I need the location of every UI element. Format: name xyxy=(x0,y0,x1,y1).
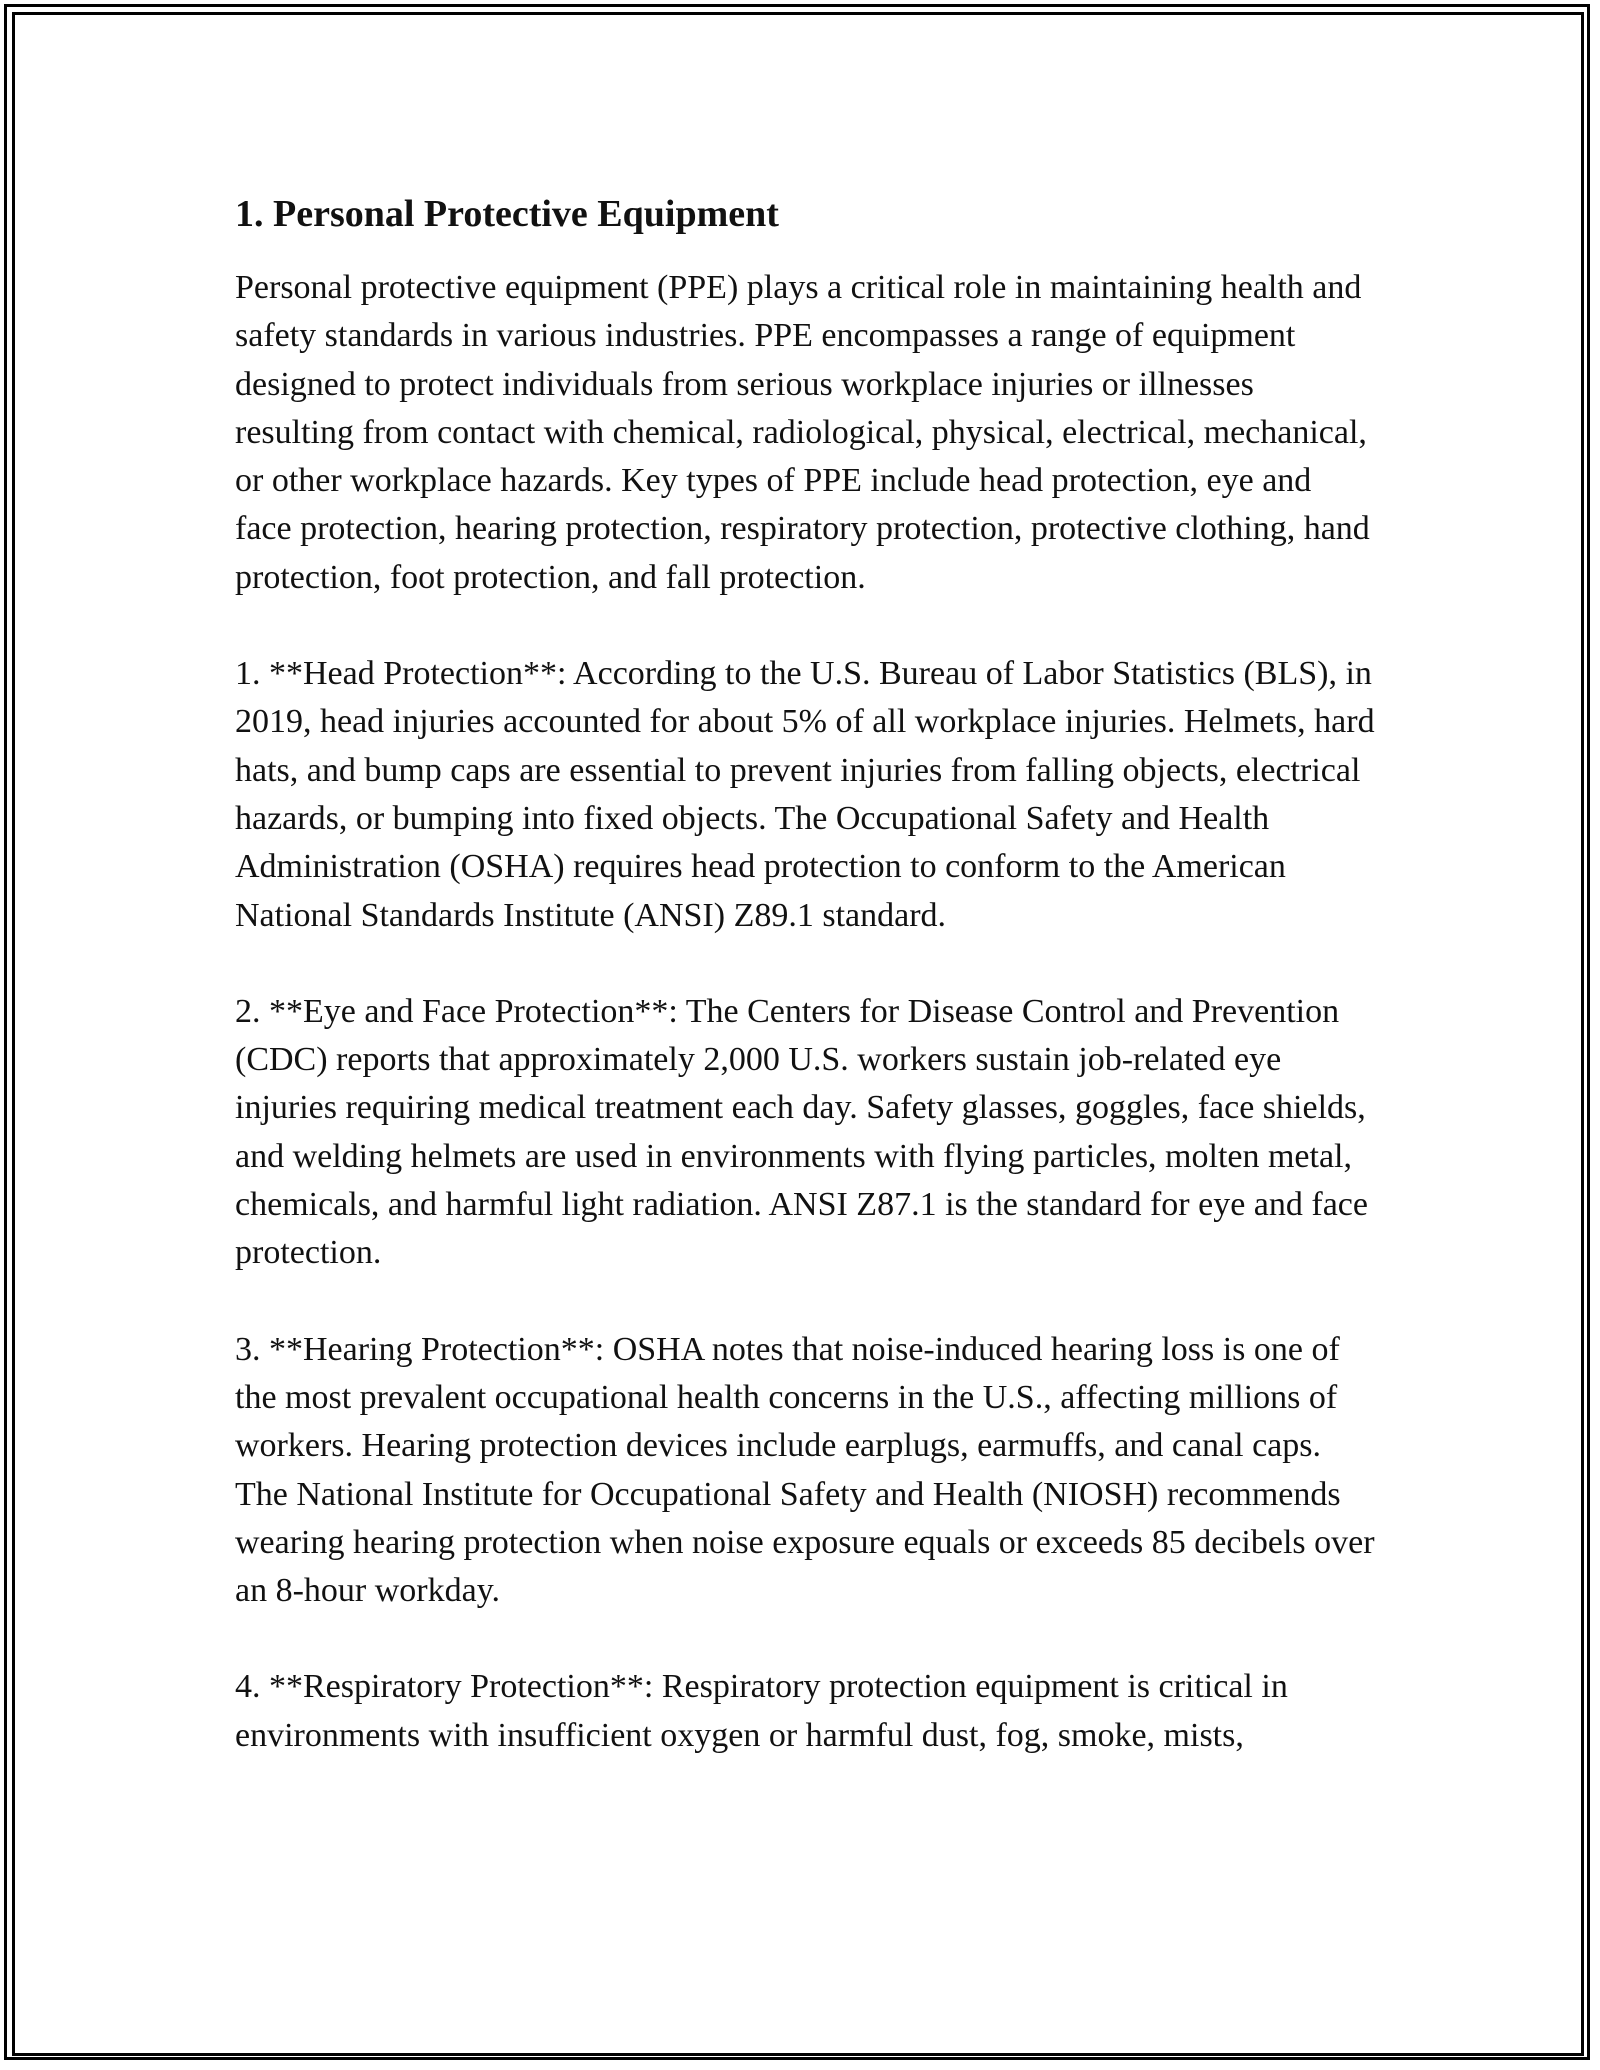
section-heading: 1. Personal Protective Equipment xyxy=(235,193,779,235)
respiratory-protection-paragraph: 4. **Respiratory Protection**: Respiratory protection equipment is critical in environments with insufficient oxygen or harmful dust, fog, smoke, mists, xyxy=(235,1668,1288,1754)
document-body xyxy=(235,188,1375,1808)
hearing-protection-paragraph: 3. **Hearing Protection**: OSHA notes that noise-induced hearing loss is one of the most prevalent occupational health concerns in the U.S., affecting millions of workers. Hearing protection devices include earplugs, earmuffs, and canal caps. The National Institute for Occupational Safety and Health (NIOSH) recommends wearing hearing protection when noise exposure equals or exceeds 85 decibels over an 8-hour workday. xyxy=(235,1330,1375,1610)
head-protection-paragraph: 1. **Head Protection**: According to the U.S. Bureau of Labor Statistics (BLS), in 2019, head injuries accounted for about 5% of all workplace injuries. Helmets, hard hats, and bump caps are essential to prevent injuries from falling objects, electrical hazards, or bumping into fixed objects. The Occupational Safety and Health Administration (OSHA) requires head protection to conform to the American National Standards Institute (ANSI) Z89.1 standard. xyxy=(235,655,1375,934)
eye-face-protection-paragraph: 2. **Eye and Face Protection**: The Centers for Disease Control and Prevention (CDC) reports that approximately 2,000 U.S. workers sustain job-related eye injuries requiring medical treatment each day. Safety glasses, goggles, face shields, and welding helmets are used in environments with flying particles, molten metal, chemicals, and harmful light radiation. ANSI Z87.1 is the standard for eye and face protection. xyxy=(235,992,1368,1272)
intro-paragraph: Personal protective equipment (PPE) plays a critical role in maintaining health and safety standards in various industries. PPE encompasses a range of equipment designed to protect individuals from serious workplace injuries or illnesses resulting from contact with chemical, radiological, physical, electrical, mechanical, or other workplace hazards. Key types of PPE include head protection, eye and face protection, hearing protection, respiratory protection, protective clothing, hand protection, foot protection, and fall protection. xyxy=(235,269,1370,596)
